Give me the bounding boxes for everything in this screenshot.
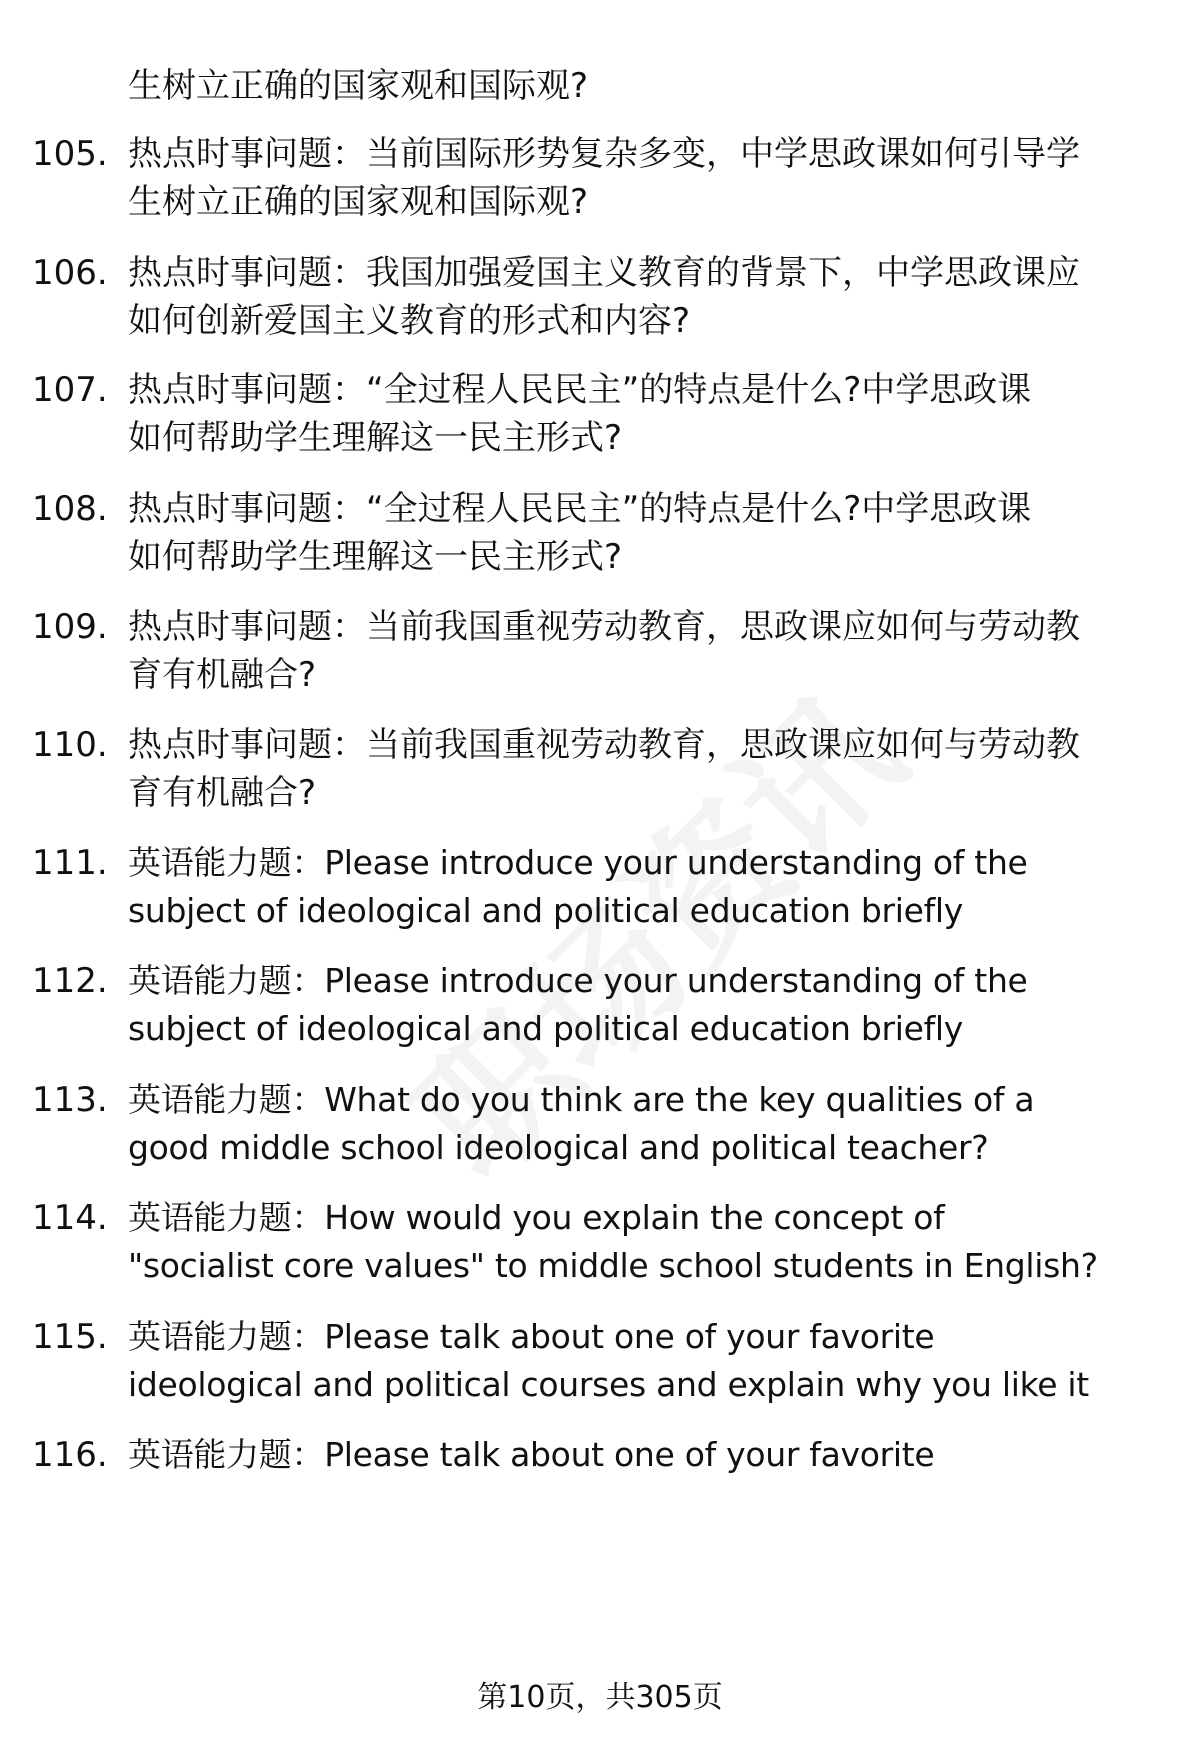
item-line: 英语能力题：Please talk about one of your favorite xyxy=(128,1317,935,1356)
item-number: 114. xyxy=(32,1198,108,1238)
item-text xyxy=(128,1076,1178,1172)
item-line: ideological and political courses and explain why you like it xyxy=(128,1365,1089,1404)
item-text xyxy=(128,366,1178,462)
item-line: "socialist core values" to middle school students in English? xyxy=(128,1246,1098,1285)
item-text xyxy=(128,130,1178,226)
item-line: 育有机融合? xyxy=(128,655,317,695)
item-line: 英语能力题：Please introduce your understanding of the xyxy=(128,961,1028,1000)
item-number: 111. xyxy=(32,843,108,883)
item-line: 如何帮助学生理解这一民主形式? xyxy=(128,537,623,577)
item-text xyxy=(128,839,1178,935)
item-number: 113. xyxy=(32,1080,108,1120)
item-line: 英语能力题：Please talk about one of your favorite xyxy=(128,1435,935,1474)
item-line: 热点时事问题：“全过程人民民主”的特点是什么?中学思政课 xyxy=(128,370,1032,410)
item-line: 热点时事问题：我国加强爱国主义教育的背景下，中学思政课应 xyxy=(128,253,1080,293)
continuation-line: 生树立正确的国家观和国际观? xyxy=(128,66,589,106)
page-footer: 第10页，共305页 xyxy=(477,1680,723,1715)
item-number: 116. xyxy=(32,1435,108,1475)
item-text xyxy=(128,721,1178,817)
item-line: 英语能力题：What do you think are the key qualities of a xyxy=(128,1080,1035,1119)
item-number: 105. xyxy=(32,134,108,174)
item-text xyxy=(128,1194,1178,1290)
item-line: 英语能力题：How would you explain the concept of xyxy=(128,1198,945,1237)
item-number: 106. xyxy=(32,253,108,293)
item-line: 如何帮助学生理解这一民主形式? xyxy=(128,418,623,458)
item-line: 英语能力题：Please introduce your understanding of the xyxy=(128,843,1028,882)
item-line: 生树立正确的国家观和国际观? xyxy=(128,182,589,222)
item-line: 育有机融合? xyxy=(128,773,317,813)
item-text xyxy=(128,1431,1178,1479)
item-number: 108. xyxy=(32,489,108,529)
item-line: good middle school ideological and political teacher? xyxy=(128,1128,989,1167)
item-number: 109. xyxy=(32,607,108,647)
item-line: 热点时事问题：当前国际形势复杂多变，中学思政课如何引导学 xyxy=(128,134,1080,174)
item-number: 115. xyxy=(32,1317,108,1357)
item-line: subject of ideological and political education briefly xyxy=(128,891,964,930)
item-number: 110. xyxy=(32,725,108,765)
item-line: 热点时事问题：“全过程人民民主”的特点是什么?中学思政课 xyxy=(128,489,1032,529)
item-text xyxy=(128,603,1178,699)
item-line: subject of ideological and political education briefly xyxy=(128,1009,964,1048)
item-line: 如何创新爱国主义教育的形式和内容? xyxy=(128,301,691,341)
item-number: 107. xyxy=(32,370,108,410)
item-line: 热点时事问题：当前我国重视劳动教育，思政课应如何与劳动教 xyxy=(128,725,1080,765)
item-line: 热点时事问题：当前我国重视劳动教育，思政课应如何与劳动教 xyxy=(128,607,1080,647)
item-text xyxy=(128,957,1178,1053)
item-text xyxy=(128,1313,1178,1409)
item-text xyxy=(128,249,1178,345)
item-number: 112. xyxy=(32,961,108,1001)
item-text xyxy=(128,485,1178,581)
